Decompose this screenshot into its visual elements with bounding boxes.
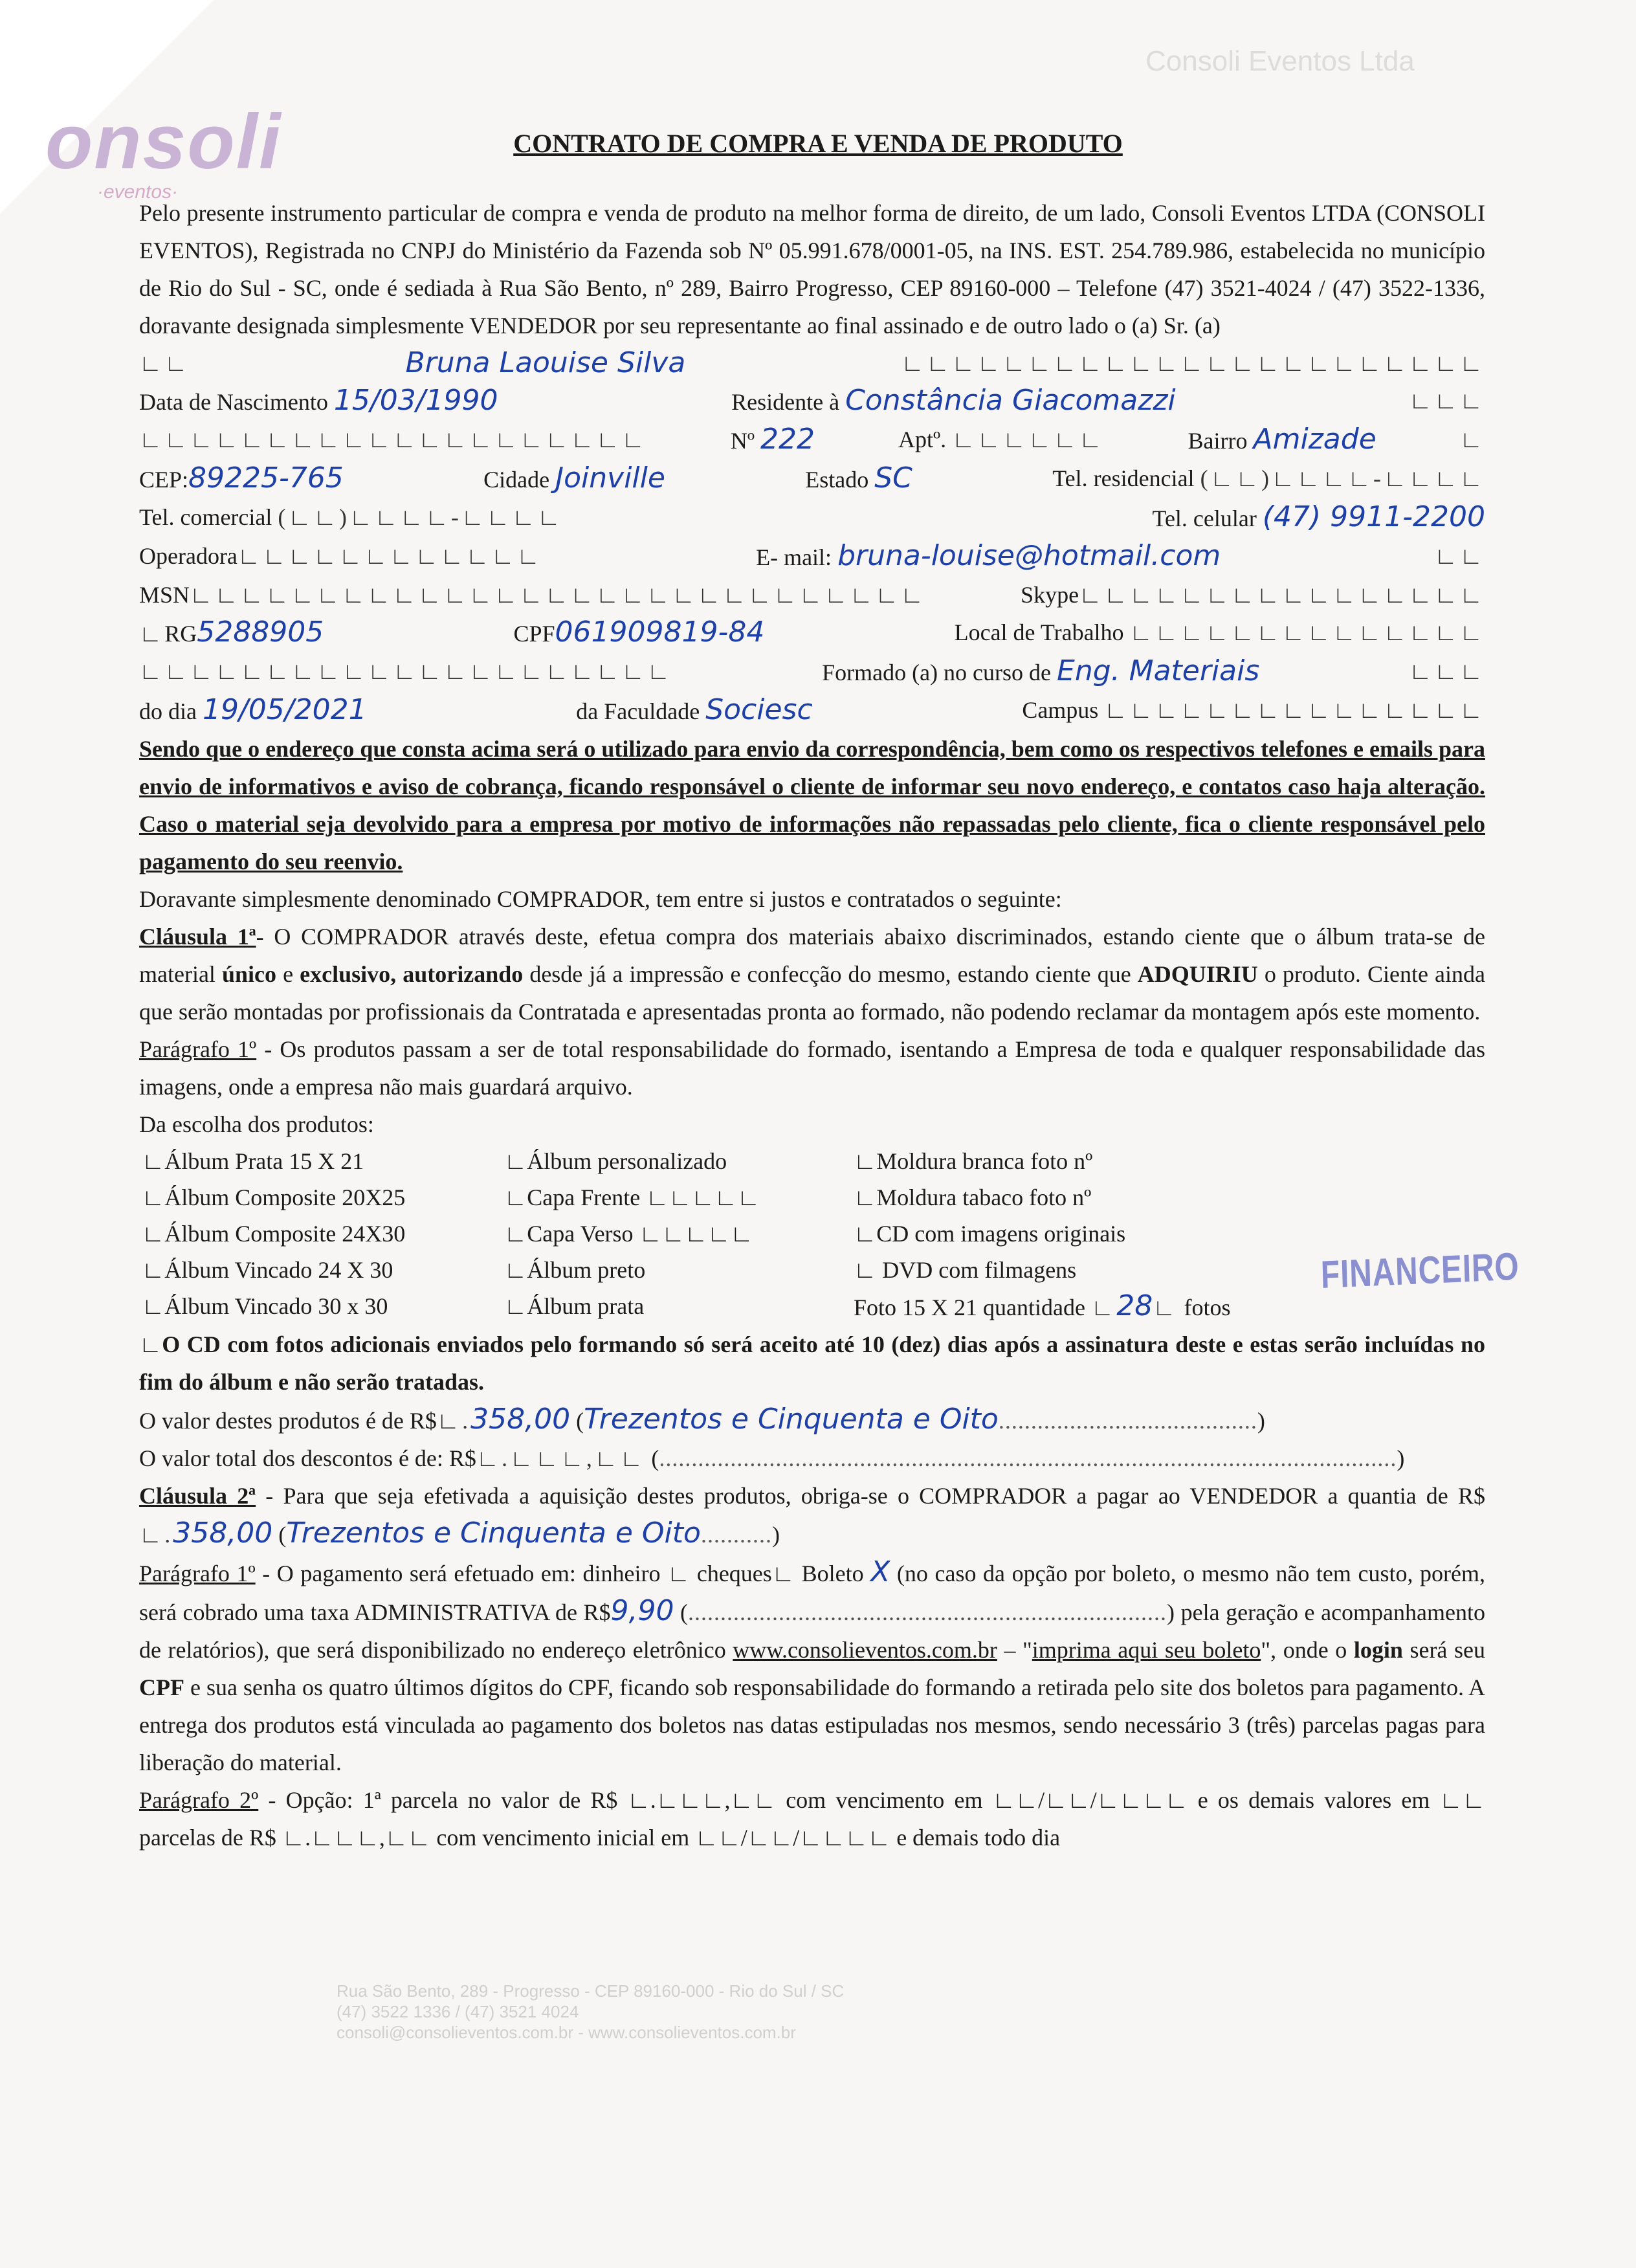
product-item: ∟Capa Frente ∟∟∟∟∟ xyxy=(504,1184,760,1210)
bairro-value: Amizade xyxy=(1253,423,1376,456)
dia-value: 19/05/2021 xyxy=(202,693,367,726)
product-item: ∟Álbum Vincado 24 X 30 xyxy=(142,1257,393,1283)
clausula2-amount: 358,00 xyxy=(173,1517,273,1550)
rg-value: 5288905 xyxy=(197,616,324,649)
letterhead-ghost: Consoli Eventos Ltda xyxy=(1145,45,1415,77)
clausula-1: Cláusula 1ª- O COMPRADOR através deste, efetua compra dos materiais abaixo discriminados, estando ciente que o álbum trata-se de material único e exclusivo, autorizando desde já a impressão e confecção do mesmo, estando ciente que ADQUIRIU o produto. Ciente ainda que serão montadas por profissionais da Contratada e apresentadas pronta ao formado, não podendo reclamar da montagem após este momento. xyxy=(139,924,1485,1025)
street-value: Constância Giacomazzi xyxy=(845,384,1176,417)
financeiro-stamp: FINANCEIRO xyxy=(1320,1244,1520,1296)
msn-label: MSN xyxy=(139,582,190,608)
contract-title: CONTRATO DE COMPRA E VENDA DE PRODUTO xyxy=(513,129,1123,158)
rg-label: RG xyxy=(164,621,197,647)
number-value: 222 xyxy=(760,423,815,456)
address-line: ∟∟∟∟∟∟∟∟∟∟∟∟∟∟∟∟∟∟∟∟ Nº 222 Aptº. ∟∟∟∟∟∟ Bairro Amizade ∟ xyxy=(139,423,1485,456)
taxa-value: 9,90 xyxy=(610,1594,674,1627)
paragrafo-1-pagamento: Parágrafo 1º - O pagamento será efetuado em: dinheiro ∟ cheques∟ Boleto X (no caso da opção por boleto, o mesmo não tem custo, porém, será cobrado uma taxa ADMINISTRATIVA de R$9,90 (..........................................................................) pela geração e acompanhamento de relatórios), que será disponibilizado no endereço eletrônico www.consolieventos.com.br – "imprima aqui seu boleto", onde o login será seu CPF e sua senha os quatro últimos dígitos do CPF, ficando sob responsabilidade do formando a retirada pelo site dos boletos para pagamento. A entrega dos produtos está vinculada ao pagamento dos boletos nas datas estipuladas nos mesmos, sendo necessário 3 (três) parcelas pagas para liberação do material. xyxy=(139,1555,1486,1775)
number-label: Nº xyxy=(730,428,755,454)
curso-line: ∟∟∟∟∟∟∟∟∟∟∟∟∟∟∟∟∟∟∟∟∟ Formado (a) no curso de Eng. Materiais ∟∟∟ xyxy=(139,654,1485,687)
cidade-label: Cidade xyxy=(483,467,550,493)
faculdade-label: da Faculdade xyxy=(576,698,700,724)
clausula2-words: Trezentos e Cinquenta e Oito xyxy=(286,1517,701,1550)
curso-value: Eng. Materiais xyxy=(1057,654,1260,687)
comprador-paragraph: Doravante simplesmente denominado COMPRADOR, tem entre si justos e contratados o seguinte: xyxy=(139,886,1062,912)
birth-line: Data de Nascimento 15/03/1990 Residente à Constância Giacomazzi ∟∟∟ xyxy=(139,384,1485,417)
valor-words: Trezentos e Cinquenta e Oito xyxy=(584,1403,999,1436)
email-line: Operadora∟∟∟∟∟∟∟∟∟∟∟∟ E- mail: bruna-louise@hotmail.com ∟∟ xyxy=(139,539,1485,572)
client-name: Bruna Laouise Silva xyxy=(405,346,686,379)
operadora-label: Operadora xyxy=(139,543,238,569)
desconto-line: O valor total dos descontos é de: R$∟.∟∟∟,∟∟ (..................................................................................................................) xyxy=(139,1445,1405,1471)
footer-web: consoli@consolieventos.com.br - www.consolieventos.com.br xyxy=(337,2023,796,2042)
email-label: E- mail: xyxy=(756,544,832,570)
resident-label: Residente à xyxy=(731,389,840,415)
logo-subtitle: ·eventos· xyxy=(97,181,179,203)
product-item: ∟Álbum Composite 24X30 xyxy=(142,1221,406,1247)
product-item: ∟Álbum personalizado xyxy=(504,1148,727,1174)
estado-value: SC xyxy=(874,461,912,495)
footer-address: Rua São Bento, 289 - Progresso - CEP 89160-000 - Rio do Sul / SC xyxy=(337,1981,845,2001)
valor-line: O valor destes produtos é de R$∟.358,00 (Trezentos e Cinquenta e Oito........................................) xyxy=(139,1403,1265,1436)
cd-notice: ∟O CD com fotos adicionais enviados pelo formando só será aceito até 10 (dez) dias após a assinatura deste e estas serão incluídas no fim do álbum e não serão tratadas. xyxy=(139,1331,1485,1395)
imprima-boleto-link[interactable]: imprima aqui seu boleto xyxy=(1032,1637,1261,1663)
campus-label: Campus xyxy=(1022,697,1099,723)
paragrafo-1: Parágrafo 1º - Os produtos passam a ser de total responsabilidade do formado, isentando a Empresa de toda e qualquer responsabilidade das imagens, onde a empresa não mais guardará arquivo. xyxy=(139,1036,1485,1100)
foto-quantity-item: Foto 15 X 21 quantidade ∟28∟ fotos xyxy=(854,1289,1231,1322)
cel-label: Tel. celular xyxy=(1152,506,1257,531)
product-item: ∟Álbum preto xyxy=(504,1257,646,1283)
consoli-logo: onsoli xyxy=(45,98,282,185)
valor-amount: 358,00 xyxy=(470,1403,571,1436)
dia-label: do dia xyxy=(139,698,197,724)
escolha-label: Da escolha dos produtos: xyxy=(139,1111,374,1137)
intro-paragraph: Pelo presente instrumento particular de compra e venda de produto na melhor forma de direito, de um lado, Consoli Eventos LTDA (CONSOLI EVENTOS), Registrada no CNPJ do Ministério da Fazenda sob Nº 05.991.678/0001-05, na INS. EST. 254.789.986, estabelecida no município de Rio do Sul - SC, onde é sediada à Rua São Bento, nº 289, Bairro Progresso, CEP 89160-000 – Telefone (47) 3521-4024 / (47) 3522-1336, doravante designada simplesmente VENDEDOR por seu representante ao final assinado e de outro lado o (a) Sr. (a) xyxy=(139,200,1485,339)
cpf-value: 061909819-84 xyxy=(555,616,765,649)
trabalho-label: Local de Trabalho xyxy=(954,619,1124,645)
product-item: ∟Moldura branca foto nº xyxy=(854,1148,1093,1174)
cep-line: CEP:89225-765 Cidade Joinville Estado SC Tel. residencial (∟∟)∟∟∟∟-∟∟∟∟ xyxy=(139,461,1485,495)
estado-label: Estado xyxy=(805,467,869,493)
email-value: bruna-louise@hotmail.com xyxy=(837,539,1221,572)
cidade-value: Joinville xyxy=(555,461,665,495)
cpf-label: CPF xyxy=(513,621,555,647)
paragrafo-2: Parágrafo 2º - Opção: 1ª parcela no valor de R$ ∟.∟∟∟,∟∟ com vencimento em ∟∟/∟∟/∟∟∟∟ e os demais valores em ∟∟ parcelas de R$ ∟.∟∟∟,∟∟ com vencimento inicial em ∟∟/∟∟/∟∟∟∟ e demais todo dia xyxy=(139,1787,1485,1851)
msn-line: MSN∟∟∟∟∟∟∟∟∟∟∟∟∟∟∟∟∟∟∟∟∟∟∟∟∟∟∟∟∟ Skype∟∟∟∟∟∟∟∟∟∟∟∟∟∟∟∟ xyxy=(139,582,1485,608)
phone-line: Tel. comercial (∟∟)∟∟∟∟-∟∟∟∟ Tel. celular (47) 9911-2200 xyxy=(139,500,1485,533)
tel-com-label: Tel. comercial xyxy=(139,504,272,530)
correspondence-notice: Sendo que o endereço que consta acima será o utilizado para envio da correspondência, bem como os respectivos telefones e emails para envio de informativos e aviso de cobrança, ficando responsável o cliente de informar seu novo endereço, e contatos caso haja alteração. Caso o material seja devolvido para a empresa por motivo de informações não repassadas pelo cliente, fica o cliente responsável pelo pagamento do seu reenvio. xyxy=(139,736,1485,874)
cep-label: CEP: xyxy=(139,467,189,493)
bairro-label: Bairro xyxy=(1188,428,1248,454)
cel-value: (47) 9911-2200 xyxy=(1262,500,1485,533)
curso-label: Formado (a) no curso de xyxy=(822,660,1052,685)
product-item: ∟CD com imagens originais xyxy=(854,1221,1126,1247)
faculdade-value: Sociesc xyxy=(705,693,813,726)
product-item: ∟Capa Verso ∟∟∟∟∟ xyxy=(504,1221,753,1247)
apt-label: Aptº. xyxy=(898,427,947,452)
clausula-2: Cláusula 2ª - Para que seja efetivada a aquisição destes produtos, obriga-se o COMPRADOR a pagar ao VENDEDOR a quantia de R$ ∟.358,00 (Trezentos e Cinquenta e Oito...........) xyxy=(139,1483,1485,1550)
products-grid xyxy=(142,1143,1485,1326)
birth-value: 15/03/1990 xyxy=(333,384,498,417)
product-item: ∟Álbum prata xyxy=(504,1293,645,1319)
cep-value: 89225-765 xyxy=(188,461,344,495)
letterhead-footer xyxy=(337,1981,984,2043)
product-item: ∟Álbum Vincado 30 x 30 xyxy=(142,1293,388,1319)
name-line: ∟∟ Bruna Laouise Silva ∟∟∟∟∟∟∟∟∟∟∟∟∟∟∟∟∟∟∟∟∟∟∟ xyxy=(139,344,1485,382)
product-item: ∟ DVD com filmagens xyxy=(854,1257,1077,1283)
consoli-website-link[interactable]: www.consolieventos.com.br xyxy=(733,1637,997,1663)
product-item: ∟Álbum Prata 15 X 21 xyxy=(142,1148,364,1174)
faculdade-line: do dia 19/05/2021 da Faculdade Sociesc Campus ∟∟∟∟∟∟∟∟∟∟∟∟∟∟∟ xyxy=(139,693,1485,726)
footer-phones: (47) 3522 1336 / (47) 3521 4024 xyxy=(337,2002,579,2021)
skype-label: Skype xyxy=(1021,582,1079,608)
rg-line: ∟RG5288905 CPF061909819-84 Local de Trabalho ∟∟∟∟∟∟∟∟∟∟∟∟∟∟ xyxy=(139,616,1485,649)
product-item: ∟Álbum Composite 20X25 xyxy=(142,1184,406,1210)
birth-label: Data de Nascimento xyxy=(139,389,328,415)
boleto-checkmark: X xyxy=(870,1555,890,1588)
foto-quantity-value: 28 xyxy=(1116,1289,1153,1322)
tel-res-label: Tel. residencial xyxy=(1052,465,1195,491)
product-item: ∟Moldura tabaco foto nº xyxy=(854,1184,1092,1210)
contract-body xyxy=(139,194,1485,1856)
